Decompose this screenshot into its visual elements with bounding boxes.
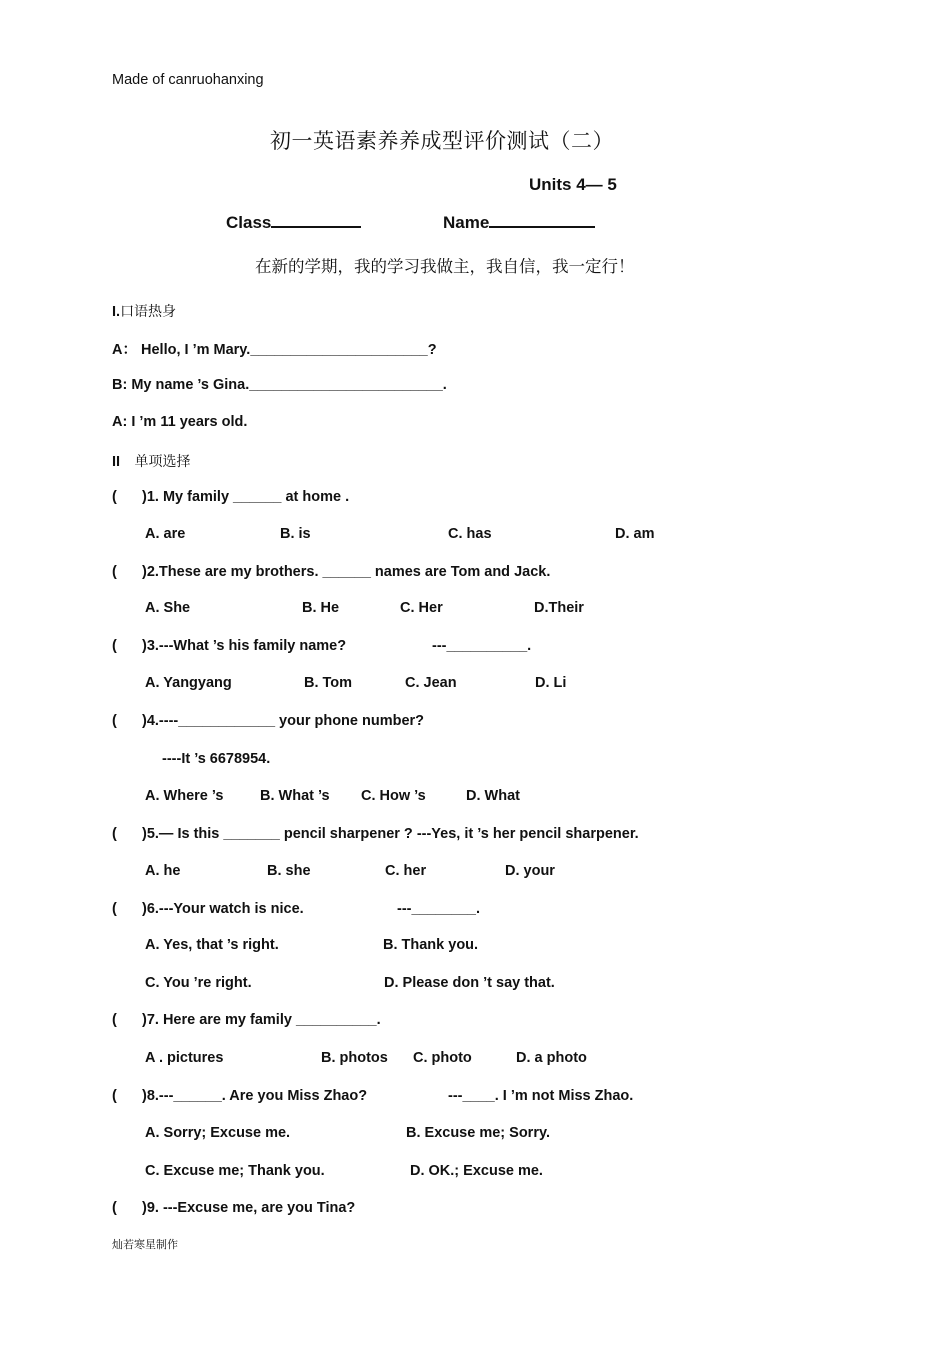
q1-option-a: A. are [145,526,186,542]
q8-option-c: C. Excuse me; Thank you. [145,1163,325,1179]
q6-paren: ( [112,901,117,917]
q2-paren: ( [112,564,117,580]
class-field [226,212,361,233]
section-1-number: I. [112,304,121,320]
q7-option-a: A . pictures [145,1050,224,1066]
q5-option-b: B. she [267,863,311,879]
q4-option-d: D. What [466,788,520,804]
q8-stem: )8.---______. Are you Miss Zhao? [142,1088,368,1104]
q8-option-d: D. OK.; Excuse me. [410,1163,543,1179]
q1-paren: ( [112,489,117,505]
q6-reply: ---________. [397,901,481,917]
q8-option-a: A. Sorry; Excuse me. [145,1125,291,1141]
q4-option-c: C. How ’s [361,788,426,804]
motto: 在新的学期，我的学习我做主，我自信，我一定行！ [255,257,635,276]
q3-stem: )3.---What ’s his family name? [142,638,347,654]
q2-option-d: D.Their [534,600,584,616]
q4-option-b: B. What ’s [260,788,330,804]
section-2-number: II [112,454,121,470]
q4-option-a: A. Where ’s [145,788,224,804]
q5-option-a: A. he [145,863,181,879]
units-label: Units 4— 5 [529,175,617,194]
q9-stem: )9. ---Excuse me, are you Tina? [142,1200,356,1216]
q1-option-b: B. is [280,526,311,542]
q3-option-c: C. Jean [405,675,457,691]
section-1-title: 口语热身 [120,304,177,320]
class-blank [271,212,361,228]
q6-option-a: A. Yes, that ’s right. [145,937,279,953]
q7-option-b: B. photos [321,1050,388,1066]
q1-stem: )1. My family ______ at home . [142,489,350,505]
q3-option-d: D. Li [535,675,567,691]
q5-option-c: C. her [385,863,427,879]
q2-option-c: C. Her [400,600,443,616]
page-title: 初一英语素养养成型评价测试（二） [270,129,614,153]
q3-option-a: A. Yangyang [145,675,232,691]
q6-option-d: D. Please don ’t say that. [384,975,555,991]
q1-option-d: D. am [615,526,655,542]
dialogue-line-2: B: My name ’s Gina.________________________. [112,377,447,393]
q6-option-b: B. Thank you. [383,937,479,953]
name-blank [489,212,595,228]
class-label: Class [226,213,272,232]
q8-reply: ---____. I ’m not Miss Zhao. [448,1088,634,1104]
q2-option-b: B. He [302,600,340,616]
q6-option-c: C. You ’re right. [145,975,252,991]
q3-option-b: B. Tom [304,675,353,691]
q3-reply: ---__________. [432,638,532,654]
q4-paren: ( [112,713,117,729]
q4-sub-line: ----It ’s 6678954. [162,751,271,767]
section-1-heading [112,301,176,321]
q3-paren: ( [112,638,117,654]
dialogue-line-3: A: I ’m 11 years old. [112,414,248,430]
header-note: Made of canruohanxing [112,72,264,88]
section-2-heading [112,451,191,471]
q5-paren: ( [112,826,117,842]
q6-stem: )6.---Your watch is nice. [142,901,304,917]
dialogue-line-1: A： Hello, I ’m Mary.______________________? [112,342,437,358]
footer-note: 灿若寒星制作 [112,1238,178,1251]
q5-option-d: D. your [505,863,555,879]
q8-paren: ( [112,1088,117,1104]
q5-stem: )5.— Is this _______ pencil sharpener ? ---Yes, it ’s her pencil sharpener. [142,826,639,842]
q2-option-a: A. She [145,600,191,616]
q9-paren: ( [112,1200,117,1216]
q7-option-d: D. a photo [516,1050,587,1066]
section-2-title: 单项选择 [134,454,191,470]
q7-stem: )7. Here are my family __________. [142,1012,381,1028]
q2-stem: )2.These are my brothers. ______ names are Tom and Jack. [142,564,551,580]
name-field [443,212,595,233]
q8-option-b: B. Excuse me; Sorry. [406,1125,550,1141]
q7-option-c: C. photo [413,1050,472,1066]
q1-option-c: C. has [448,526,492,542]
name-label: Name [443,213,490,232]
q7-paren: ( [112,1012,117,1028]
q4-stem: )4.----____________ your phone number? [142,713,425,729]
